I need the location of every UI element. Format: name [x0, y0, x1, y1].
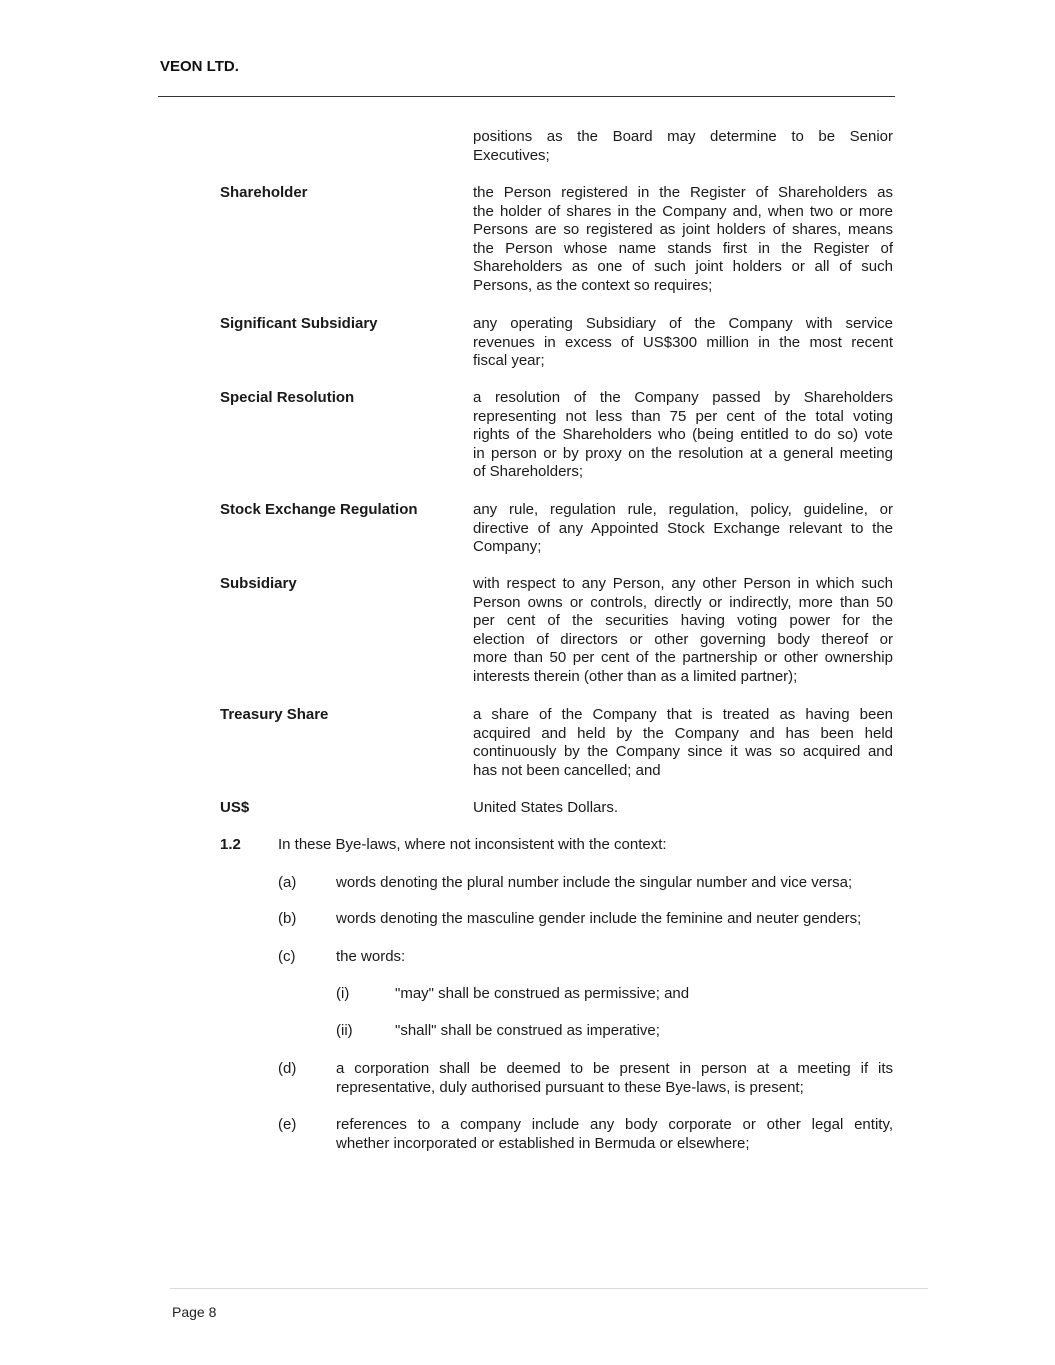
definition-text [473, 389, 893, 482]
definition-term: Significant Subsidiary [220, 315, 378, 332]
definition-line: Shareholders as one of such joint holders or all of such [473, 258, 893, 276]
definition-line: Persons, as the context so requires; [473, 276, 713, 294]
item-text [336, 910, 893, 929]
definition-line: Person owns or controls, directly or indirectly, more than 50 [473, 593, 893, 611]
definition-text [473, 706, 893, 780]
item-label: (d) [278, 1060, 297, 1077]
sub-item-label: (i) [336, 985, 350, 1002]
definition-text [473, 501, 893, 557]
definition-line: the Person registered in the Register of Shareholders as [473, 184, 893, 201]
definition-line: rights of the Shareholders who (being entitled to do so) vote [473, 426, 893, 444]
item-line: a corporation shall be deemed to be present in person at a meeting if its [336, 1060, 893, 1077]
definition-line: positions as the Board may determine to be Senior [473, 128, 893, 145]
definition-line: election of directors or other governing body thereof or [473, 630, 893, 648]
definition-line: directive of any Appointed Stock Exchange relevant to the [473, 519, 893, 537]
definition-line: any operating Subsidiary of the Company with service [473, 315, 893, 332]
definition-term: Treasury Share [220, 706, 329, 723]
definition-line: Executives; [473, 146, 550, 164]
definition-line: of Shareholders; [473, 463, 584, 481]
definition-term: Special Resolution [220, 389, 355, 406]
item-label: (b) [278, 910, 297, 927]
sub-item-text [395, 1022, 893, 1041]
item-label: (a) [278, 874, 297, 891]
definition-line: United States Dollars. [473, 799, 619, 816]
document-header-company: VEON LTD. [160, 58, 239, 75]
definition-line: has not been cancelled; and [473, 761, 661, 779]
sub-item-label: (ii) [336, 1022, 353, 1039]
item-label: (c) [278, 948, 296, 965]
item-line: "may" shall be construed as permissive; and [395, 985, 690, 1002]
definition-line: acquired and held by the Company and has been held [473, 724, 893, 742]
definition-line: interests therein (other than as a limited partner); [473, 667, 798, 685]
definition-line: Persons are so registered as joint holders of shares, means [473, 221, 893, 239]
item-line: references to a company include any body corporate or other legal entity, [336, 1116, 893, 1133]
item-line: representative, duly authorised pursuant to these Bye-laws, is present; [336, 1078, 804, 1096]
definition-line: a resolution of the Company passed by Shareholders [473, 389, 893, 406]
definition-term: Subsidiary [220, 575, 297, 592]
definition-line: any rule, regulation rule, regulation, policy, guideline, or [473, 501, 893, 518]
definition-term: Shareholder [220, 184, 308, 201]
definition-term: US$ [220, 799, 250, 816]
item-text [336, 1116, 893, 1153]
definition-line: the Person whose name stands first in the Register of [473, 239, 893, 257]
definition-text [473, 575, 893, 687]
item-line: words denoting the plural number include the singular number and vice versa; [336, 874, 853, 891]
item-line: the words: [336, 948, 406, 965]
definition-text [473, 315, 893, 371]
definition-line: fiscal year; [473, 352, 545, 370]
definition-line: with respect to any Person, any other Person in which such [473, 575, 893, 592]
item-text [336, 948, 893, 967]
definition-line: a share of the Company that is treated as having been [473, 706, 893, 723]
definition-line: continuously by the Company since it was so acquired and [473, 743, 893, 761]
definition-line: Company; [473, 538, 542, 556]
item-text [336, 1060, 893, 1097]
definition-line: revenues in excess of US$300 million in the most recent [473, 333, 893, 351]
item-line: words denoting the masculine gender include the feminine and neuter genders; [336, 910, 862, 927]
footer-divider [170, 1288, 928, 1289]
definition-line: the holder of shares in the Company and, when two or more [473, 202, 893, 220]
definition-line: in person or by proxy on the resolution at a general meeting [473, 444, 893, 462]
clause-text: In these Bye-laws, where not inconsistent with the context: [278, 836, 667, 853]
definition-text [473, 128, 893, 165]
item-text [336, 874, 893, 893]
page-number: Page 8 [172, 1304, 217, 1320]
item-label: (e) [278, 1116, 297, 1133]
definition-term: Stock Exchange Regulation [220, 501, 418, 518]
definition-text [473, 799, 893, 818]
clause-number: 1.2 [220, 836, 241, 853]
definition-line: more than 50 per cent of the partnership or other ownership [473, 649, 893, 667]
header-divider [158, 96, 895, 97]
sub-item-text [395, 985, 893, 1004]
definition-text [473, 184, 893, 296]
definition-line: representing not less than 75 per cent of the total voting [473, 407, 893, 425]
definition-line: per cent of the securities having voting power for the [473, 612, 893, 630]
item-line: "shall" shall be construed as imperative; [395, 1022, 660, 1039]
item-line: whether incorporated or established in Bermuda or elsewhere; [336, 1134, 750, 1152]
